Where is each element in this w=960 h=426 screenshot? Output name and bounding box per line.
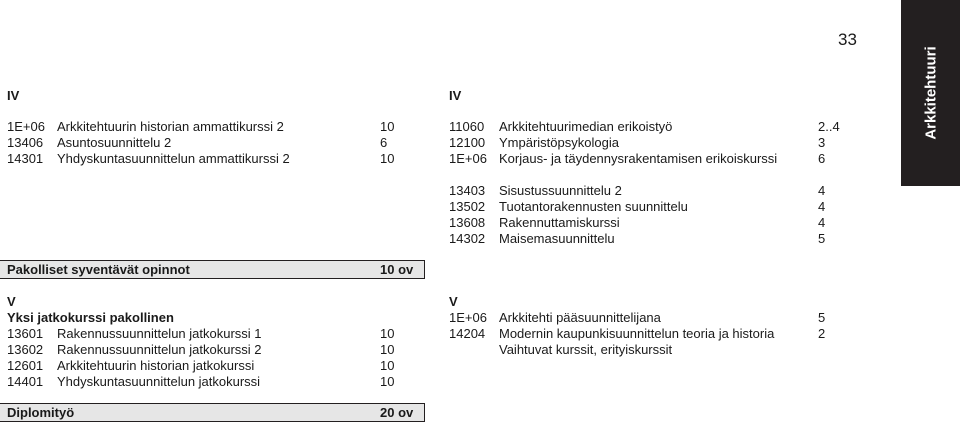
side-tab xyxy=(901,0,960,186)
course-name: Yhdyskuntasuunnittelun jatkokurssi xyxy=(57,374,261,389)
course-code: 13602 xyxy=(7,342,44,357)
course-name: Arkkitehti pääsuunnittelijana xyxy=(499,310,661,325)
course-credits: 5 xyxy=(818,231,826,246)
diplomityo-credits: 20 ov xyxy=(380,405,414,420)
course-code: 14301 xyxy=(7,151,44,166)
right-section-iv-heading: IV xyxy=(449,88,462,103)
course-name: Sisustussuunnittelu 2 xyxy=(499,183,622,198)
table-row xyxy=(7,342,407,358)
course-name: Yhdyskuntasuunnittelun ammattikurssi 2 xyxy=(57,151,290,166)
course-credits: 10 xyxy=(380,342,395,357)
course-credits: 2 xyxy=(818,326,826,341)
course-code: 13601 xyxy=(7,326,44,341)
course-code: 1E+06 xyxy=(449,151,487,166)
course-code: 1E+06 xyxy=(7,119,45,134)
course-credits: 5 xyxy=(818,310,826,325)
course-name: Arkkitehtuurimedian erikoistyö xyxy=(499,119,673,134)
diplomityo-bar xyxy=(0,403,425,422)
table-row xyxy=(7,119,407,135)
course-code: 14204 xyxy=(449,326,486,341)
table-row xyxy=(449,310,849,326)
course-name: Tuotantorakennusten suunnittelu xyxy=(499,199,688,214)
table-row xyxy=(7,135,407,151)
course-credits: 10 xyxy=(380,374,395,389)
side-tab-label: Arkkitehtuuri xyxy=(922,46,939,140)
pakolliset-label: Pakolliset syventävät opinnot xyxy=(7,262,190,277)
pakolliset-credits: 10 ov xyxy=(380,262,414,277)
course-name: Vaihtuvat kurssit, erityiskurssit xyxy=(499,342,673,357)
table-row xyxy=(449,231,849,247)
course-name: Ympäristöpsykologia xyxy=(499,135,619,150)
table-row xyxy=(7,374,407,390)
right-section-v-heading: V xyxy=(449,294,458,309)
course-code: 1E+06 xyxy=(449,310,487,325)
course-credits: 4 xyxy=(818,183,826,198)
course-name: Arkkitehtuurin historian jatkokurssi xyxy=(57,358,255,373)
course-credits: 10 xyxy=(380,326,395,341)
course-credits: 4 xyxy=(818,199,826,214)
table-row xyxy=(449,135,849,151)
course-name: Maisemasuunnittelu xyxy=(499,231,615,246)
page-number: 33 xyxy=(838,30,857,49)
left-section-v-subheading: Yksi jatkokurssi pakollinen xyxy=(7,310,174,325)
left-section-v-heading: V xyxy=(7,294,16,309)
course-name: Rakennuttamiskurssi xyxy=(499,215,620,230)
course-name: Korjaus- ja täydennysrakentamisen erikoiskurssi xyxy=(499,151,778,166)
table-row xyxy=(449,342,849,358)
course-name: Rakennussuunnittelun jatkokurssi 2 xyxy=(57,342,262,357)
course-credits: 6 xyxy=(818,151,826,166)
pakolliset-bar xyxy=(0,260,425,279)
course-code: 12100 xyxy=(449,135,486,150)
course-credits: 2..4 xyxy=(818,119,840,134)
table-row xyxy=(449,119,849,135)
course-credits: 4 xyxy=(818,215,826,230)
course-code: 12601 xyxy=(7,358,44,373)
course-code: 13502 xyxy=(449,199,486,214)
table-row xyxy=(7,326,407,342)
table-row xyxy=(449,326,849,342)
diplomityo-label: Diplomityö xyxy=(7,405,75,420)
course-credits: 10 xyxy=(380,358,395,373)
table-row xyxy=(449,151,849,167)
course-code: 14302 xyxy=(449,231,486,246)
course-name: Modernin kaupunkisuunnittelun teoria ja historia xyxy=(499,326,775,341)
table-row xyxy=(7,151,407,167)
course-name: Rakennussuunnittelun jatkokurssi 1 xyxy=(57,326,262,341)
course-credits: 10 xyxy=(380,119,395,134)
course-credits: 6 xyxy=(380,135,388,150)
course-name: Asuntosuunnittelu 2 xyxy=(57,135,172,150)
course-code: 13406 xyxy=(7,135,44,150)
course-credits: 10 xyxy=(380,151,395,166)
table-row xyxy=(449,183,849,199)
course-code: 14401 xyxy=(7,374,44,389)
course-name: Arkkitehtuurin historian ammattikurssi 2 xyxy=(57,119,284,134)
table-row xyxy=(449,215,849,231)
course-code: 13608 xyxy=(449,215,486,230)
course-credits: 3 xyxy=(818,135,826,150)
course-code: 11060 xyxy=(449,119,485,134)
table-row xyxy=(7,358,407,374)
course-code: 13403 xyxy=(449,183,486,198)
left-section-iv-heading: IV xyxy=(7,88,20,103)
table-row xyxy=(449,199,849,215)
